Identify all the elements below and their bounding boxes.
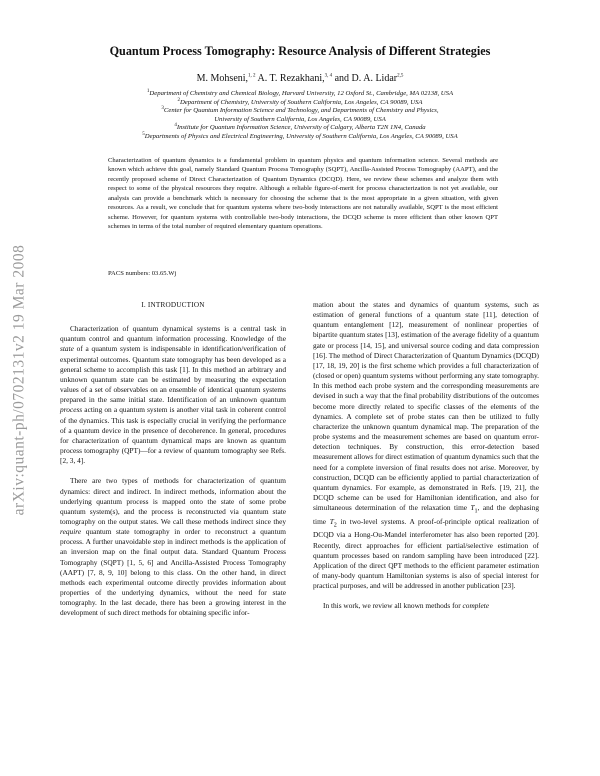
intro-paragraph-3: In this work, we review all known methods for complete [323, 601, 490, 611]
affiliation-line [60, 90, 540, 99]
affiliation-line [60, 107, 540, 116]
intro-paragraph-1: Characterization of quantum dynamical systems is a central task in quantum control and quantum information processing. Knowledge of the state of a quantum system is indispensable in identification/verification of experimental outcomes. Quantum state tomography has been developed as a general scheme to accomplish this task [1]. In this method an arbitrary and unknown quantum state can be estimated by measuring the expectation values of a set of observables on an ensemble of identical quantum systems prepared in the same initial state. Identification of an unknown quantum process acting on a quantum system is another vital task in coherent control of the dynamics. This task is especially crucial in verifying the performance of a quantum device in the presence of decoherence. In general, procedures for characterization of quantum dynamical maps are known as quantum process tomography (QPT)—for a review of quantum tomography see Refs. [2, 3, 4]. [60, 324, 286, 466]
affiliation-line [60, 133, 540, 142]
author-affiliation-marker: 1, 2 [248, 73, 256, 79]
affiliation-marker: 2 [177, 97, 180, 103]
author-list [0, 73, 600, 84]
author-affiliation-marker: 3, 4 [324, 73, 333, 79]
affiliation-marker: 1 [146, 88, 150, 94]
paper-title: Quantum Process Tomography: Resource Analysis of Different Strategies [109, 44, 491, 58]
intro-paragraph-2-continued: mation about the states and dynamics of quantum systems, such as estimation of general functions of a quantum state [11], detection of quantum entanglement [12], measurement of nonlinear properties of bipartite quantum states [13], estimation of the average fidelity of a quantum gate or process [14, 15], and universal source coding and data compression [16]. The method of Direct Characterization of Quantum Dynamics (DCQD) [17, 18, 19, 20] is the first scheme which provides a full characterization of (closed or open) quantum systems without performing any state tomography. In this method each probe system and the corresponding measurements are devised in such a way that the final probability distributions of the outcomes become more directly related to specific classes of the elements of the dynamics. A complete set of probe states can then be utilized to fully characterize the unknown quantum dynamical map. The preparation of the probe systems and the measurement schemes are based on quantum error-detection techniques. By construction, this error-detection based measurement allows for direct estimation of quantum dynamics such that the need for a complete inversion of final results does not arise. Moreover, by construction, DCQD can be efficiently applied to partial characterization of quantum dynamics. For example, as demonstrated in Refs. [19, 21], the DCQD scheme can be used for Hamiltonian identification, and also for simultaneous determination of the relaxation time $T_1$, and the dephasing time $T_2$ in two-level systems. A proof-of-principle optical realization of DCQD via a Hong-Ou-Mandel interferometer has also been reported [20]. Recently, direct approaches for efficient partial/selective estimation of quantum processes based on random sampling have been introduced [22]. Application of the direct QPT methods to the efficient parameter estimation of many-body quantum Hamiltonian systems is also of special interest for practical purposes, and will be addressed in another publication [23]. [313, 300, 540, 591]
affiliation-text: Department of Chemistry, University of Southern California, Los Angeles, CA 90089, USA [179, 98, 423, 106]
affiliation-line [60, 99, 540, 108]
pacs-numbers: PACS numbers: 03.65.Wj [108, 270, 177, 277]
arxiv-identifier-stamp [8, 190, 30, 570]
author-name: and D. A. Lidar [334, 73, 398, 84]
affiliation-marker: 5 [142, 131, 145, 137]
affiliation-marker: 4 [174, 123, 177, 129]
affiliation-text: Institute for Quantum Information Science, University of Calgary, Alberta T2N 1N4, Canada [176, 124, 426, 132]
affiliation-text: Department of Chemistry and Chemical Biology, Harvard University, 12 Oxford St., Cambridge, MA 02138, USA [149, 90, 454, 97]
affiliation-marker: 3 [161, 105, 164, 111]
author-name: A. T. Rezakhani, [257, 73, 325, 84]
affiliation-line [60, 124, 540, 133]
affiliation-list [60, 90, 540, 142]
author-affiliation-marker: 2,5 [397, 73, 404, 79]
left-column [60, 300, 286, 619]
right-column [313, 300, 539, 611]
affiliation-text: University of Southern California, Los Angeles, CA 90089, USA [214, 115, 386, 123]
affiliation-text: Departments of Physics and Electrical Engineering, University of Southern California, Los Angeles, CA 90089, USA [144, 132, 458, 140]
abstract: Characterization of quantum dynamics is a fundamental problem in quantum physics and quantum information science. Several methods are known which achieve this goal, namely Standard Quantum Process Tomography (SQPT), Ancilla-Assisted Process Tomography (AAPT), and the recently proposed scheme of Direct Characterization of Quantum Dynamics (DCQD). Here, we review these schemes and analyze them with respect to some of the physical resources they require. Although a reliable figure-of-merit for process characterization is not yet available, our analysis can provide a benchmark which is necessary for choosing the scheme that is the most appropriate in a given situation, with given resources. As a result, we conclude that for quantum systems where two-body interactions are not naturally available, SQPT is the most efficient scheme. However, for quantum systems with controllable two-body interactions, the DCQD scheme is more efficient than other known QPT schemes in terms of the total number of required elementary quantum operations. [108, 157, 498, 231]
section-heading-introduction: I. INTRODUCTION [141, 301, 205, 309]
author-name: M. Mohseni, [196, 73, 249, 84]
arxiv-identifier-text: arXiv:quant-ph/0702131v2 19 Mar 2008 [10, 244, 28, 516]
intro-paragraph-2: There are two types of methods for characterization of quantum dynamics: direct and indirect. In indirect methods, information about the underlying quantum process is mapped onto the state of some probe quantum system(s), and the process is reconstructed via quantum state tomography on the output states. We call these methods indirect since they require quantum state tomography in order to reconstruct a quantum process. A further unavoidable step in indirect methods is the application of an inversion map on the final output data. Standard Quantum Process Tomography (SQPT) [1, 5, 6] and Ancilla-Assisted Process Tomography (AAPT) [7, 8, 9, 10] belong to this class. On the other hand, in direct methods each experimental outcome directly provides information about properties of the underlying dynamics, without the need for state tomography. In the last decade, there has been a growing interest in the development of such direct methods for obtaining specific infor- [60, 476, 286, 618]
affiliation-text: Center for Quantum Information Science and Technology, and Departments of Chemistry and Physics, [163, 107, 439, 115]
